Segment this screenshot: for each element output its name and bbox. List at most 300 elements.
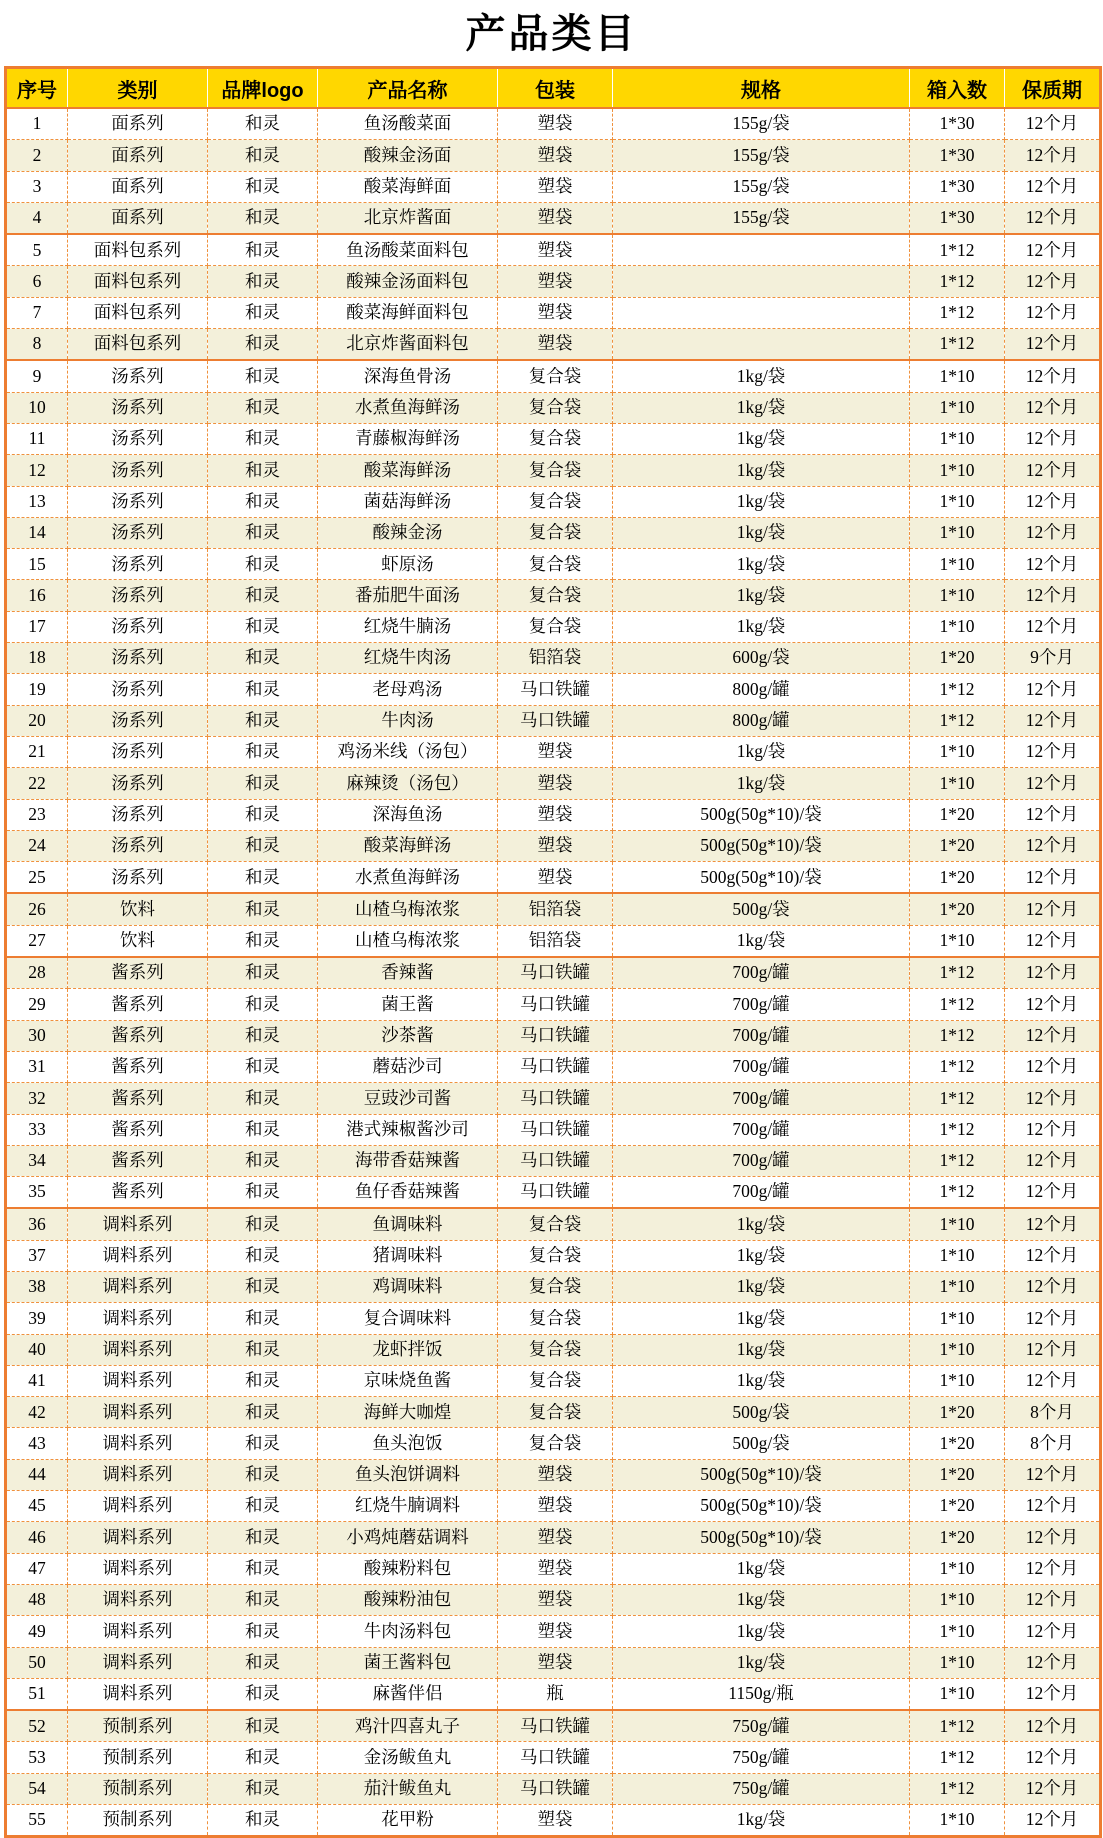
cell-product-name: 金汤鲅鱼丸 xyxy=(318,1742,498,1773)
cell-spec: 1kg/袋 xyxy=(613,1616,910,1647)
cell-serial: 26 xyxy=(6,893,68,925)
cell-product-name: 麻酱伴侣 xyxy=(318,1678,498,1710)
cell-category: 调料系列 xyxy=(68,1208,208,1240)
cell-product-name: 酸菜海鲜汤 xyxy=(318,455,498,486)
header-row xyxy=(6,68,1101,109)
cell-product-name: 猪调味料 xyxy=(318,1240,498,1271)
cell-serial: 20 xyxy=(6,705,68,736)
cell-category: 调料系列 xyxy=(68,1459,208,1490)
cell-spec: 800g/罐 xyxy=(613,705,910,736)
cell-shelf-life: 12个月 xyxy=(1005,1177,1101,1209)
column-header-packaging: 包装 xyxy=(498,68,613,109)
cell-brand: 和灵 xyxy=(208,643,318,674)
cell-category: 面料包系列 xyxy=(68,329,208,361)
cell-product-name: 酸辣粉料包 xyxy=(318,1553,498,1584)
cell-brand: 和灵 xyxy=(208,1678,318,1710)
column-header-product-name: 产品名称 xyxy=(318,68,498,109)
cell-spec: 1kg/袋 xyxy=(613,736,910,767)
cell-product-name: 深海鱼汤 xyxy=(318,799,498,830)
cell-brand: 和灵 xyxy=(208,1491,318,1522)
cell-shelf-life: 12个月 xyxy=(1005,486,1101,517)
cell-product-name: 深海鱼骨汤 xyxy=(318,360,498,392)
cell-box-qty: 1*30 xyxy=(910,108,1005,140)
cell-brand: 和灵 xyxy=(208,1805,318,1837)
cell-category: 预制系列 xyxy=(68,1742,208,1773)
cell-packaging: 复合袋 xyxy=(498,1208,613,1240)
cell-brand: 和灵 xyxy=(208,392,318,423)
cell-category: 预制系列 xyxy=(68,1773,208,1804)
cell-category: 饮料 xyxy=(68,925,208,957)
cell-shelf-life: 12个月 xyxy=(1005,1553,1101,1584)
cell-packaging: 马口铁罐 xyxy=(498,1773,613,1804)
cell-category: 饮料 xyxy=(68,893,208,925)
cell-serial: 55 xyxy=(6,1805,68,1837)
table-row xyxy=(6,266,1101,297)
cell-brand: 和灵 xyxy=(208,1303,318,1334)
cell-brand: 和灵 xyxy=(208,549,318,580)
cell-brand: 和灵 xyxy=(208,1365,318,1396)
cell-serial: 22 xyxy=(6,768,68,799)
table-row xyxy=(6,549,1101,580)
cell-packaging: 塑袋 xyxy=(498,1584,613,1615)
cell-brand: 和灵 xyxy=(208,580,318,611)
cell-box-qty: 1*10 xyxy=(910,1584,1005,1615)
cell-shelf-life: 12个月 xyxy=(1005,674,1101,705)
cell-shelf-life: 12个月 xyxy=(1005,1742,1101,1773)
cell-packaging: 马口铁罐 xyxy=(498,989,613,1020)
cell-packaging: 复合袋 xyxy=(498,1303,613,1334)
cell-category: 酱系列 xyxy=(68,1083,208,1114)
cell-serial: 12 xyxy=(6,455,68,486)
cell-category: 面料包系列 xyxy=(68,297,208,328)
cell-product-name: 红烧牛腩汤 xyxy=(318,611,498,642)
cell-shelf-life: 12个月 xyxy=(1005,611,1101,642)
cell-packaging: 马口铁罐 xyxy=(498,674,613,705)
product-catalog-table xyxy=(4,66,1102,1838)
table-row xyxy=(6,768,1101,799)
cell-box-qty: 1*10 xyxy=(910,455,1005,486)
cell-product-name: 鱼头泡饭 xyxy=(318,1428,498,1459)
cell-product-name: 鱼汤酸菜面 xyxy=(318,108,498,140)
page-title: 产品类目 xyxy=(465,12,638,56)
cell-spec: 700g/罐 xyxy=(613,989,910,1020)
table-row xyxy=(6,580,1101,611)
cell-category: 预制系列 xyxy=(68,1805,208,1837)
cell-box-qty: 1*12 xyxy=(910,705,1005,736)
cell-category: 汤系列 xyxy=(68,611,208,642)
cell-box-qty: 1*12 xyxy=(910,1710,1005,1742)
cell-box-qty: 1*12 xyxy=(910,297,1005,328)
cell-shelf-life: 12个月 xyxy=(1005,1114,1101,1145)
cell-packaging: 铝箔袋 xyxy=(498,893,613,925)
cell-serial: 42 xyxy=(6,1397,68,1428)
table-row xyxy=(6,1145,1101,1176)
cell-product-name: 鸡调味料 xyxy=(318,1271,498,1302)
cell-category: 汤系列 xyxy=(68,830,208,861)
column-header-brand-logo: 品牌logo xyxy=(208,68,318,109)
cell-shelf-life: 12个月 xyxy=(1005,989,1101,1020)
table-row xyxy=(6,1491,1101,1522)
cell-brand: 和灵 xyxy=(208,1177,318,1209)
cell-product-name: 鱼头泡饼调料 xyxy=(318,1459,498,1490)
cell-serial: 13 xyxy=(6,486,68,517)
table-row xyxy=(6,1522,1101,1553)
cell-shelf-life: 12个月 xyxy=(1005,297,1101,328)
cell-box-qty: 1*10 xyxy=(910,549,1005,580)
cell-product-name: 北京炸酱面料包 xyxy=(318,329,498,361)
cell-packaging: 马口铁罐 xyxy=(498,1083,613,1114)
cell-category: 调料系列 xyxy=(68,1616,208,1647)
cell-serial: 47 xyxy=(6,1553,68,1584)
cell-spec: 1kg/袋 xyxy=(613,1240,910,1271)
cell-brand: 和灵 xyxy=(208,1083,318,1114)
cell-category: 调料系列 xyxy=(68,1678,208,1710)
cell-category: 汤系列 xyxy=(68,643,208,674)
cell-category: 调料系列 xyxy=(68,1334,208,1365)
cell-brand: 和灵 xyxy=(208,1710,318,1742)
cell-spec: 1kg/袋 xyxy=(613,486,910,517)
cell-serial: 53 xyxy=(6,1742,68,1773)
cell-box-qty: 1*10 xyxy=(910,580,1005,611)
cell-box-qty: 1*10 xyxy=(910,1365,1005,1396)
cell-product-name: 红烧牛肉汤 xyxy=(318,643,498,674)
cell-product-name: 酸辣金汤 xyxy=(318,517,498,548)
table-row xyxy=(6,392,1101,423)
cell-shelf-life: 12个月 xyxy=(1005,1491,1101,1522)
cell-product-name: 海鲜大咖煌 xyxy=(318,1397,498,1428)
cell-box-qty: 1*10 xyxy=(910,423,1005,454)
cell-brand: 和灵 xyxy=(208,705,318,736)
cell-category: 酱系列 xyxy=(68,1145,208,1176)
cell-packaging: 复合袋 xyxy=(498,1428,613,1459)
cell-shelf-life: 12个月 xyxy=(1005,1208,1101,1240)
cell-shelf-life: 12个月 xyxy=(1005,455,1101,486)
cell-packaging: 复合袋 xyxy=(498,549,613,580)
cell-serial: 31 xyxy=(6,1051,68,1082)
cell-packaging: 复合袋 xyxy=(498,1365,613,1396)
cell-spec: 500g(50g*10)/袋 xyxy=(613,830,910,861)
cell-spec: 1kg/袋 xyxy=(613,925,910,957)
cell-product-name: 番茄肥牛面汤 xyxy=(318,580,498,611)
cell-serial: 43 xyxy=(6,1428,68,1459)
table-row xyxy=(6,674,1101,705)
cell-spec: 500g(50g*10)/袋 xyxy=(613,1491,910,1522)
cell-spec xyxy=(613,297,910,328)
cell-packaging: 复合袋 xyxy=(498,423,613,454)
cell-packaging: 塑袋 xyxy=(498,108,613,140)
cell-serial: 35 xyxy=(6,1177,68,1209)
cell-category: 酱系列 xyxy=(68,957,208,989)
column-header-category: 类别 xyxy=(68,68,208,109)
cell-category: 调料系列 xyxy=(68,1271,208,1302)
cell-box-qty: 1*12 xyxy=(910,1083,1005,1114)
cell-product-name: 小鸡炖蘑菇调料 xyxy=(318,1522,498,1553)
cell-brand: 和灵 xyxy=(208,1334,318,1365)
cell-box-qty: 1*12 xyxy=(910,674,1005,705)
cell-product-name: 山楂乌梅浓浆 xyxy=(318,893,498,925)
cell-shelf-life: 12个月 xyxy=(1005,580,1101,611)
cell-serial: 16 xyxy=(6,580,68,611)
cell-brand: 和灵 xyxy=(208,1428,318,1459)
cell-shelf-life: 12个月 xyxy=(1005,925,1101,957)
cell-category: 汤系列 xyxy=(68,705,208,736)
cell-packaging: 马口铁罐 xyxy=(498,1051,613,1082)
cell-product-name: 水煮鱼海鲜汤 xyxy=(318,392,498,423)
cell-serial: 36 xyxy=(6,1208,68,1240)
cell-packaging: 马口铁罐 xyxy=(498,705,613,736)
cell-box-qty: 1*12 xyxy=(910,957,1005,989)
cell-shelf-life: 12个月 xyxy=(1005,830,1101,861)
cell-category: 调料系列 xyxy=(68,1428,208,1459)
cell-spec: 1kg/袋 xyxy=(613,580,910,611)
cell-spec: 600g/袋 xyxy=(613,643,910,674)
cell-product-name: 北京炸酱面 xyxy=(318,202,498,234)
cell-packaging: 塑袋 xyxy=(498,736,613,767)
cell-product-name: 鱼仔香菇辣酱 xyxy=(318,1177,498,1209)
cell-category: 汤系列 xyxy=(68,360,208,392)
cell-brand: 和灵 xyxy=(208,266,318,297)
cell-box-qty: 1*12 xyxy=(910,989,1005,1020)
cell-spec: 1kg/袋 xyxy=(613,455,910,486)
cell-box-qty: 1*20 xyxy=(910,830,1005,861)
cell-serial: 45 xyxy=(6,1491,68,1522)
cell-box-qty: 1*10 xyxy=(910,517,1005,548)
cell-shelf-life: 12个月 xyxy=(1005,360,1101,392)
cell-serial: 6 xyxy=(6,266,68,297)
cell-product-name: 花甲粉 xyxy=(318,1805,498,1837)
cell-product-name: 沙茶酱 xyxy=(318,1020,498,1051)
cell-shelf-life: 12个月 xyxy=(1005,1334,1101,1365)
cell-category: 酱系列 xyxy=(68,1051,208,1082)
cell-shelf-life: 12个月 xyxy=(1005,1584,1101,1615)
cell-packaging: 复合袋 xyxy=(498,1240,613,1271)
cell-shelf-life: 12个月 xyxy=(1005,1365,1101,1396)
cell-box-qty: 1*10 xyxy=(910,392,1005,423)
cell-shelf-life: 12个月 xyxy=(1005,1459,1101,1490)
cell-brand: 和灵 xyxy=(208,234,318,266)
cell-spec xyxy=(613,329,910,361)
cell-box-qty: 1*12 xyxy=(910,1742,1005,1773)
cell-category: 汤系列 xyxy=(68,580,208,611)
cell-box-qty: 1*10 xyxy=(910,1240,1005,1271)
table-row xyxy=(6,140,1101,171)
cell-shelf-life: 12个月 xyxy=(1005,1710,1101,1742)
table-row xyxy=(6,643,1101,674)
cell-box-qty: 1*12 xyxy=(910,1177,1005,1209)
cell-shelf-life: 12个月 xyxy=(1005,1240,1101,1271)
table-row xyxy=(6,455,1101,486)
cell-brand: 和灵 xyxy=(208,297,318,328)
cell-serial: 10 xyxy=(6,392,68,423)
table-row xyxy=(6,1616,1101,1647)
cell-packaging: 马口铁罐 xyxy=(498,1114,613,1145)
cell-brand: 和灵 xyxy=(208,360,318,392)
cell-product-name: 茄汁鲅鱼丸 xyxy=(318,1773,498,1804)
cell-spec: 1kg/袋 xyxy=(613,1334,910,1365)
cell-box-qty: 1*20 xyxy=(910,643,1005,674)
cell-box-qty: 1*10 xyxy=(910,1647,1005,1678)
cell-box-qty: 1*10 xyxy=(910,486,1005,517)
cell-serial: 9 xyxy=(6,360,68,392)
cell-brand: 和灵 xyxy=(208,202,318,234)
cell-serial: 11 xyxy=(6,423,68,454)
cell-packaging: 塑袋 xyxy=(498,171,613,202)
cell-product-name: 海带香菇辣酱 xyxy=(318,1145,498,1176)
table-row xyxy=(6,989,1101,1020)
cell-shelf-life: 12个月 xyxy=(1005,705,1101,736)
cell-serial: 4 xyxy=(6,202,68,234)
cell-category: 调料系列 xyxy=(68,1397,208,1428)
cell-brand: 和灵 xyxy=(208,1773,318,1804)
cell-brand: 和灵 xyxy=(208,989,318,1020)
cell-serial: 17 xyxy=(6,611,68,642)
cell-shelf-life: 12个月 xyxy=(1005,1271,1101,1302)
cell-category: 汤系列 xyxy=(68,517,208,548)
cell-spec: 700g/罐 xyxy=(613,1083,910,1114)
table-row xyxy=(6,108,1101,140)
cell-serial: 24 xyxy=(6,830,68,861)
cell-product-name: 水煮鱼海鲜汤 xyxy=(318,862,498,894)
cell-packaging: 铝箔袋 xyxy=(498,925,613,957)
cell-category: 汤系列 xyxy=(68,549,208,580)
table-row xyxy=(6,1805,1101,1837)
cell-serial: 39 xyxy=(6,1303,68,1334)
cell-brand: 和灵 xyxy=(208,1145,318,1176)
table-row xyxy=(6,1678,1101,1710)
cell-serial: 50 xyxy=(6,1647,68,1678)
cell-spec: 1kg/袋 xyxy=(613,392,910,423)
cell-serial: 3 xyxy=(6,171,68,202)
cell-serial: 40 xyxy=(6,1334,68,1365)
cell-product-name: 青藤椒海鲜汤 xyxy=(318,423,498,454)
cell-packaging: 塑袋 xyxy=(498,140,613,171)
cell-category: 调料系列 xyxy=(68,1240,208,1271)
cell-serial: 29 xyxy=(6,989,68,1020)
cell-spec: 1kg/袋 xyxy=(613,1553,910,1584)
cell-product-name: 老母鸡汤 xyxy=(318,674,498,705)
cell-serial: 30 xyxy=(6,1020,68,1051)
cell-spec: 700g/罐 xyxy=(613,957,910,989)
cell-shelf-life: 12个月 xyxy=(1005,768,1101,799)
cell-box-qty: 1*12 xyxy=(910,1773,1005,1804)
cell-shelf-life: 12个月 xyxy=(1005,736,1101,767)
cell-category: 汤系列 xyxy=(68,455,208,486)
table-row xyxy=(6,1240,1101,1271)
cell-product-name: 豆豉沙司酱 xyxy=(318,1083,498,1114)
table-row xyxy=(6,1397,1101,1428)
cell-brand: 和灵 xyxy=(208,486,318,517)
cell-spec: 500g(50g*10)/袋 xyxy=(613,1522,910,1553)
cell-box-qty: 1*12 xyxy=(910,1051,1005,1082)
cell-box-qty: 1*10 xyxy=(910,1805,1005,1837)
table-row xyxy=(6,830,1101,861)
cell-category: 汤系列 xyxy=(68,862,208,894)
table-row xyxy=(6,1271,1101,1302)
cell-box-qty: 1*10 xyxy=(910,1616,1005,1647)
cell-category: 面系列 xyxy=(68,171,208,202)
cell-product-name: 酸辣金汤面 xyxy=(318,140,498,171)
table-row xyxy=(6,1208,1101,1240)
cell-spec: 700g/罐 xyxy=(613,1145,910,1176)
cell-spec xyxy=(613,234,910,266)
cell-product-name: 龙虾拌饭 xyxy=(318,1334,498,1365)
cell-box-qty: 1*20 xyxy=(910,1459,1005,1490)
cell-shelf-life: 12个月 xyxy=(1005,1020,1101,1051)
cell-serial: 28 xyxy=(6,957,68,989)
cell-box-qty: 1*10 xyxy=(910,1271,1005,1302)
cell-spec: 700g/罐 xyxy=(613,1020,910,1051)
cell-shelf-life: 12个月 xyxy=(1005,1145,1101,1176)
cell-spec: 155g/袋 xyxy=(613,171,910,202)
cell-box-qty: 1*20 xyxy=(910,893,1005,925)
cell-box-qty: 1*20 xyxy=(910,1428,1005,1459)
table-row xyxy=(6,1647,1101,1678)
table-row xyxy=(6,517,1101,548)
table-row xyxy=(6,1083,1101,1114)
cell-packaging: 塑袋 xyxy=(498,862,613,894)
table-row xyxy=(6,1428,1101,1459)
cell-brand: 和灵 xyxy=(208,1742,318,1773)
cell-serial: 34 xyxy=(6,1145,68,1176)
cell-product-name: 香辣酱 xyxy=(318,957,498,989)
cell-shelf-life: 12个月 xyxy=(1005,799,1101,830)
cell-product-name: 牛肉汤 xyxy=(318,705,498,736)
cell-shelf-life: 12个月 xyxy=(1005,234,1101,266)
cell-shelf-life: 12个月 xyxy=(1005,517,1101,548)
table-row xyxy=(6,1365,1101,1396)
cell-serial: 1 xyxy=(6,108,68,140)
cell-spec: 1kg/袋 xyxy=(613,1805,910,1837)
table-row xyxy=(6,1553,1101,1584)
cell-packaging: 塑袋 xyxy=(498,202,613,234)
cell-product-name: 酸菜海鲜汤 xyxy=(318,830,498,861)
cell-brand: 和灵 xyxy=(208,893,318,925)
table-row xyxy=(6,171,1101,202)
cell-spec: 155g/袋 xyxy=(613,140,910,171)
cell-category: 汤系列 xyxy=(68,392,208,423)
cell-packaging: 复合袋 xyxy=(498,611,613,642)
cell-brand: 和灵 xyxy=(208,1208,318,1240)
cell-box-qty: 1*10 xyxy=(910,611,1005,642)
cell-serial: 52 xyxy=(6,1710,68,1742)
cell-box-qty: 1*20 xyxy=(910,1491,1005,1522)
cell-packaging: 复合袋 xyxy=(498,486,613,517)
cell-serial: 38 xyxy=(6,1271,68,1302)
cell-brand: 和灵 xyxy=(208,1114,318,1145)
cell-shelf-life: 12个月 xyxy=(1005,1805,1101,1837)
cell-box-qty: 1*12 xyxy=(910,329,1005,361)
cell-spec: 1kg/袋 xyxy=(613,1208,910,1240)
cell-shelf-life: 12个月 xyxy=(1005,1522,1101,1553)
cell-category: 调料系列 xyxy=(68,1584,208,1615)
cell-product-name: 麻辣烫（汤包） xyxy=(318,768,498,799)
cell-brand: 和灵 xyxy=(208,925,318,957)
cell-brand: 和灵 xyxy=(208,1584,318,1615)
cell-shelf-life: 12个月 xyxy=(1005,893,1101,925)
table-row xyxy=(6,329,1101,361)
table-row xyxy=(6,1742,1101,1773)
cell-box-qty: 1*10 xyxy=(910,1208,1005,1240)
cell-serial: 54 xyxy=(6,1773,68,1804)
cell-spec: 750g/罐 xyxy=(613,1773,910,1804)
cell-spec: 1kg/袋 xyxy=(613,549,910,580)
cell-category: 调料系列 xyxy=(68,1522,208,1553)
cell-box-qty: 1*20 xyxy=(910,1397,1005,1428)
cell-category: 汤系列 xyxy=(68,423,208,454)
cell-packaging: 马口铁罐 xyxy=(498,1710,613,1742)
cell-shelf-life: 12个月 xyxy=(1005,108,1101,140)
cell-category: 酱系列 xyxy=(68,989,208,1020)
